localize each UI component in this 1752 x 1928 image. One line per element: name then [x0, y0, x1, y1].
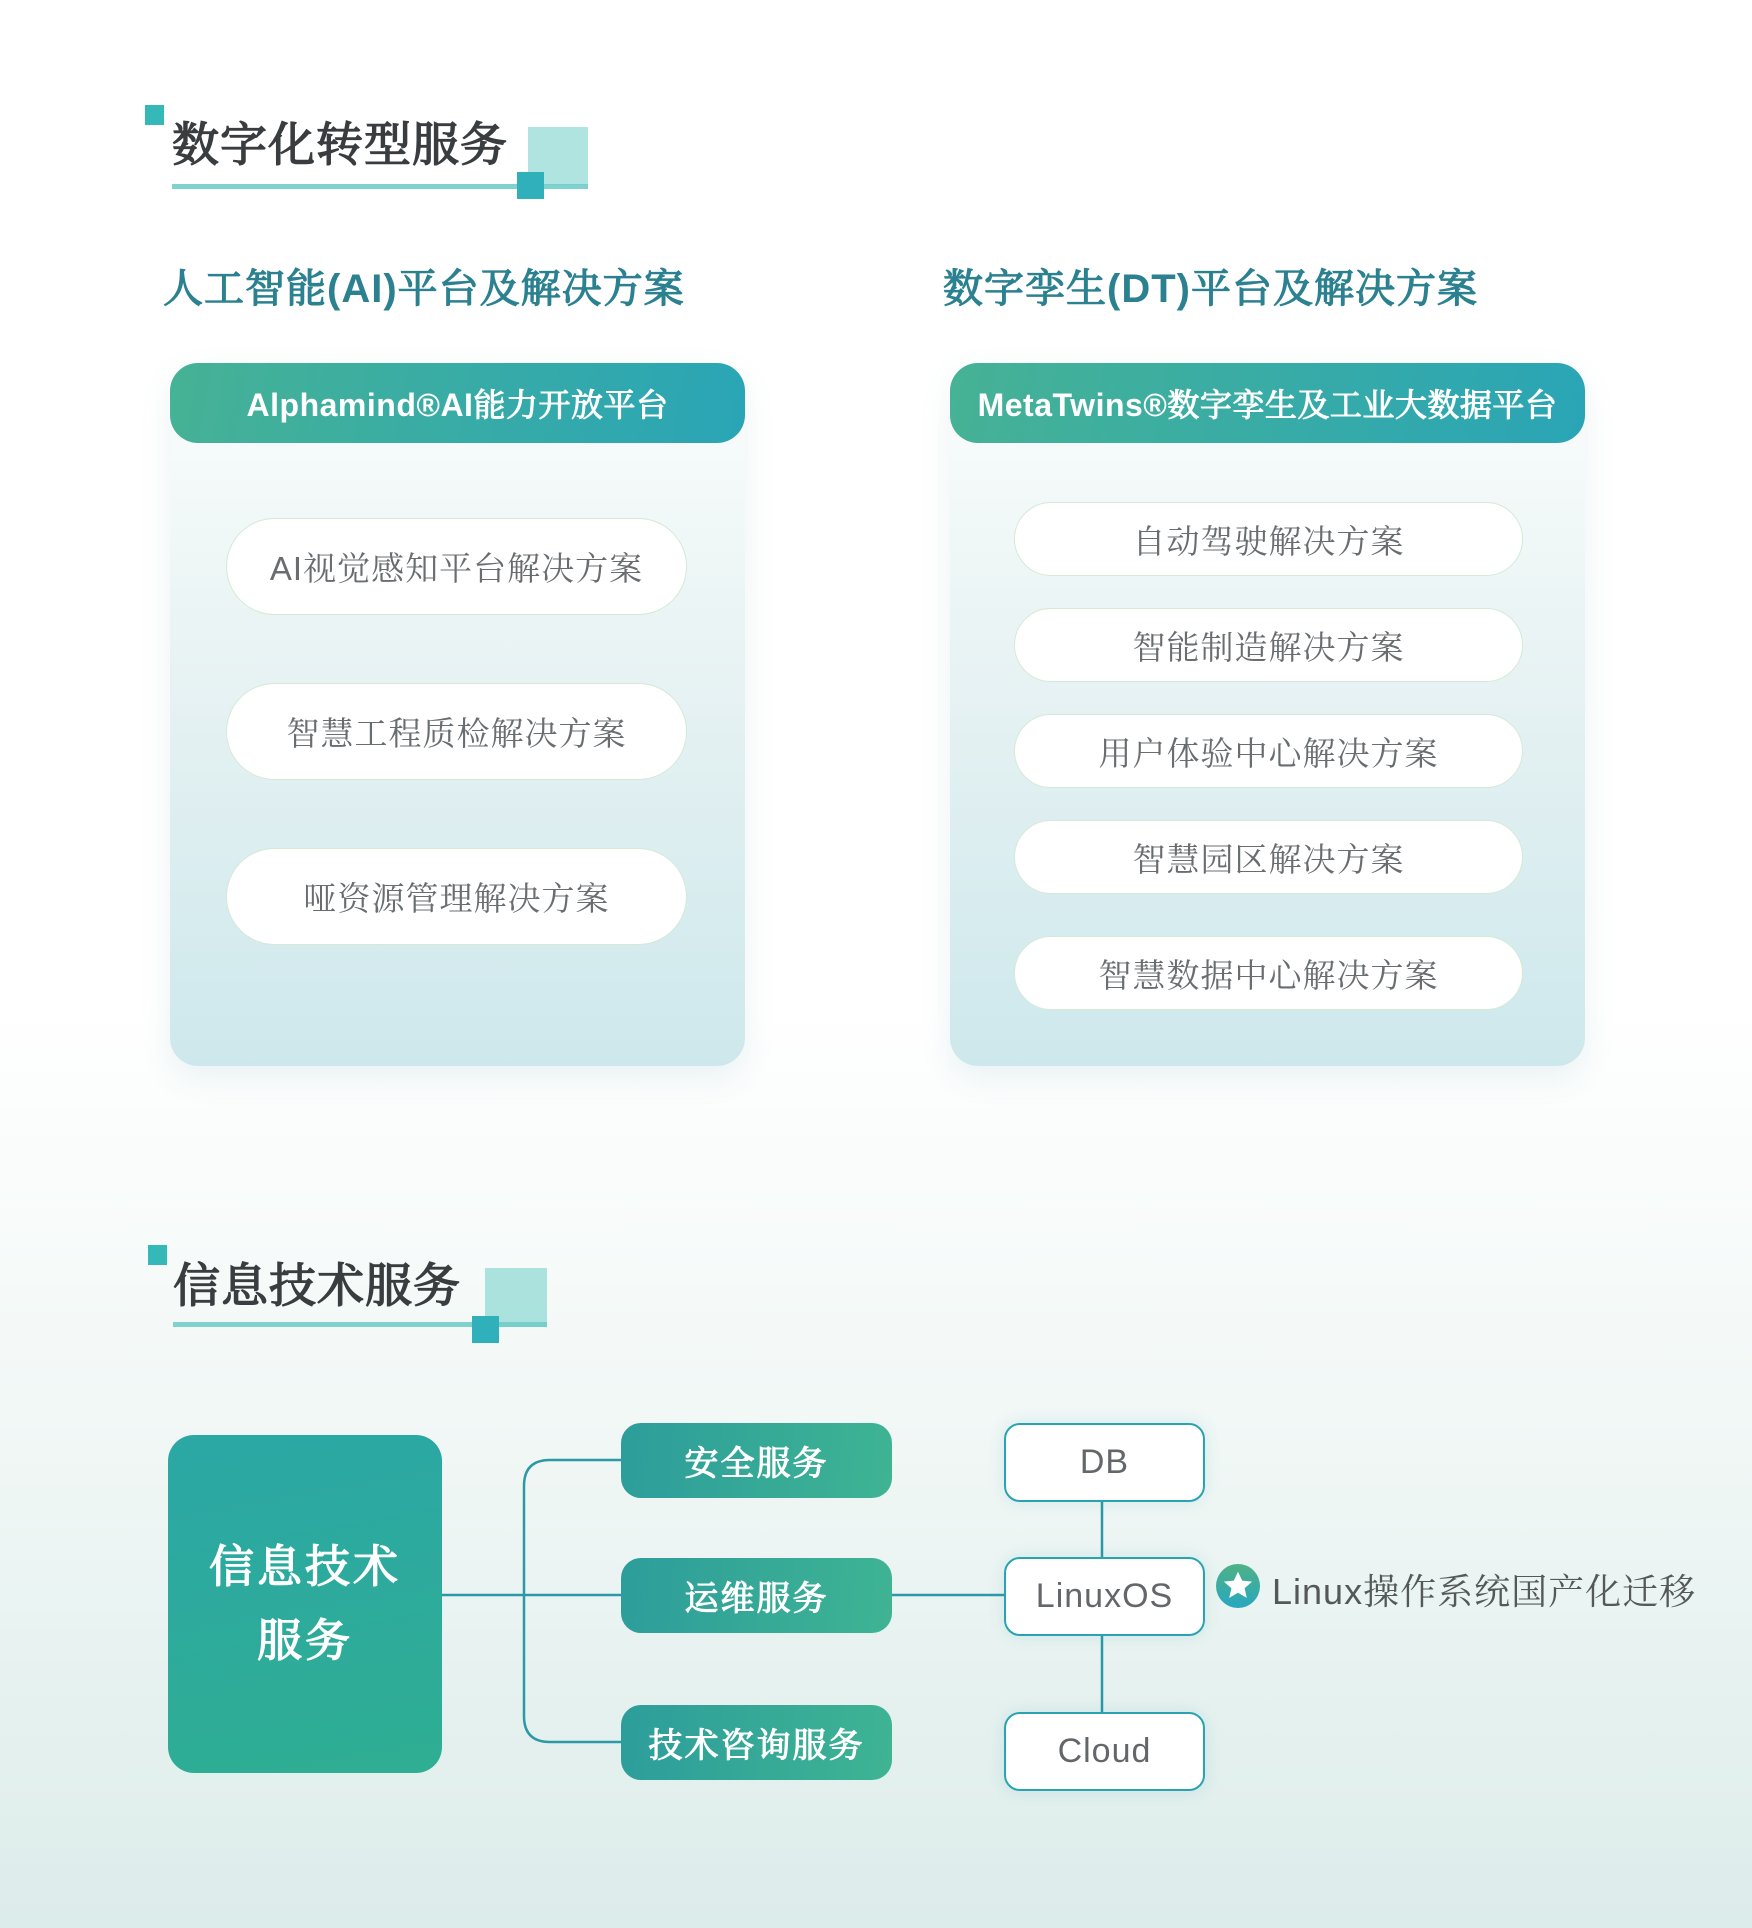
solution-pill: AI视觉感知平台解决方案 [226, 518, 687, 615]
star-badge-icon [1216, 1564, 1260, 1608]
dt-platform-card [950, 363, 1585, 1066]
solution-pill: 智能制造解决方案 [1014, 608, 1523, 682]
db-box: DB [1004, 1423, 1205, 1502]
cloud-box: Cloud [1004, 1712, 1205, 1791]
dt-platform-card-title: MetaTwins®数字孪生及工业大数据平台 [950, 363, 1585, 443]
ai-column-heading: 人工智能(AI)平台及解决方案 [163, 267, 685, 311]
linuxos-box: LinuxOS [1004, 1557, 1205, 1636]
solution-pill: 用户体验中心解决方案 [1014, 714, 1523, 788]
solution-pill: 哑资源管理解决方案 [226, 848, 687, 945]
header-deco-square-top-left [148, 1245, 167, 1265]
service-pill-consulting: 技术咨询服务 [621, 1705, 892, 1780]
section-title-transform: 数字化转型服务 [172, 118, 508, 171]
services-bracket-line [524, 1460, 621, 1742]
it-services-root-box [168, 1435, 442, 1773]
header-deco-square-top-left [145, 105, 164, 125]
header-deco-square-bottom [472, 1316, 499, 1343]
service-pill-ops: 运维服务 [621, 1558, 892, 1633]
header-deco-square-bottom [517, 172, 544, 199]
ai-platform-card [170, 363, 745, 1066]
solution-pill: 智慧数据中心解决方案 [1014, 936, 1523, 1010]
linux-migration-note: Linux操作系统国产化迁移 [1272, 1570, 1697, 1612]
solution-pill: 智慧工程质检解决方案 [226, 683, 687, 780]
ai-platform-card-title: Alphamind®AI能力开放平台 [170, 363, 745, 443]
root-box-label-line1: 信息技术 [208, 1540, 401, 1592]
root-box-label-line2: 服务 [256, 1615, 353, 1666]
solution-pill: 自动驾驶解决方案 [1014, 502, 1523, 576]
section-title-it: 信息技术服务 [173, 1259, 461, 1312]
solution-pill: 智慧园区解决方案 [1014, 820, 1523, 894]
service-pill-security: 安全服务 [621, 1423, 892, 1498]
dt-column-heading: 数字孪生(DT)平台及解决方案 [943, 267, 1478, 311]
